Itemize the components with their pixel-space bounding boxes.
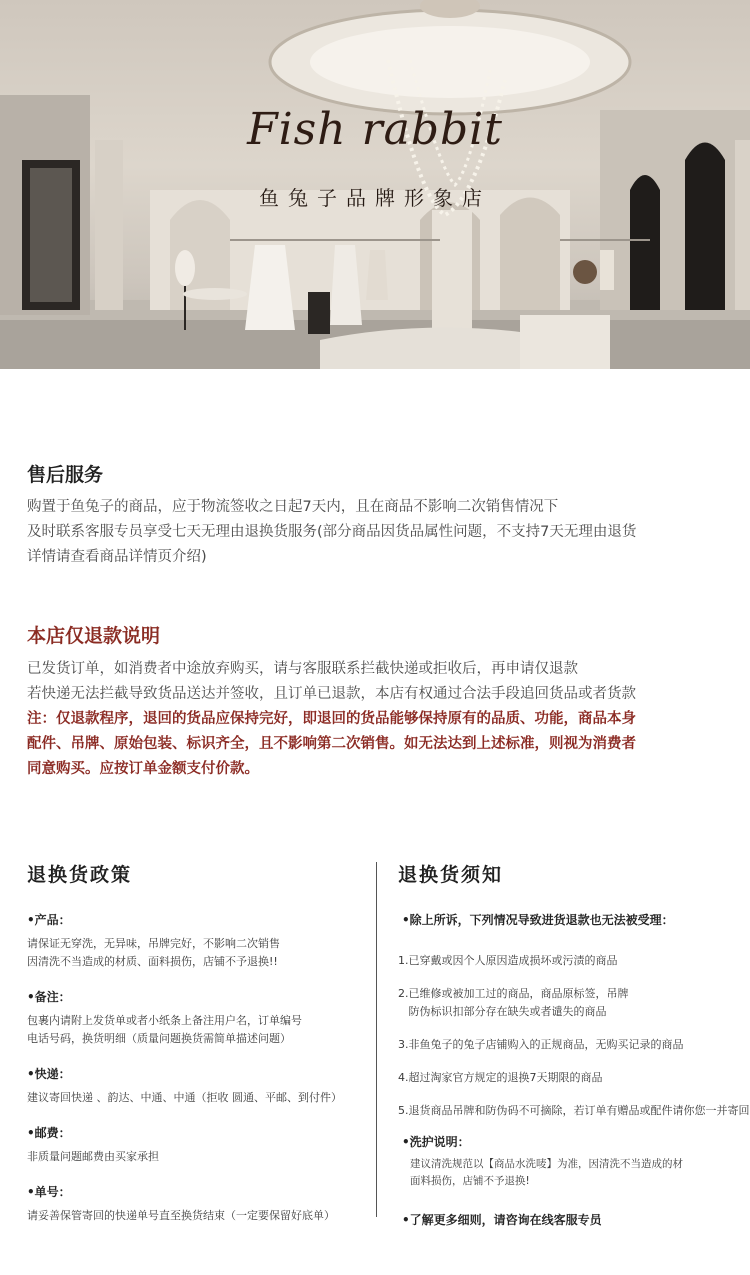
policy-item-head: •邮费： — [27, 1126, 71, 1140]
policy-item-line: 请保证无穿洗，无异味，吊牌完好，不影响二次销售 — [27, 937, 280, 950]
policy-item-tracking — [27, 1183, 362, 1225]
store-hero-image — [0, 0, 750, 369]
return-policy-title: 退换货政策 — [27, 864, 133, 886]
notice-item-line: 2.已维修或被加工过的商品，商品原标签，吊牌 — [398, 987, 629, 1000]
column-divider — [376, 862, 377, 1217]
care-instructions-head: •洗护说明： — [402, 1135, 470, 1149]
policy-item-line: 非质量问题邮费由买家承担 — [27, 1150, 159, 1163]
policy-item-head: •单号： — [27, 1185, 71, 1199]
refund-note-line: 注：仅退款程序，退回的货品应保持完好，即退回的货品能够保持原有的品质、功能，商品本身 — [27, 711, 636, 727]
refund-only-description — [27, 657, 727, 782]
policy-item-remark — [27, 988, 362, 1048]
policy-item-line: 建议寄回快递 、韵达、中通、中通（拒收 圆通、平邮、到付件） — [27, 1091, 342, 1104]
return-policy-column — [27, 860, 362, 1242]
notice-item — [398, 985, 743, 1021]
notice-item-line: 防伪标识扣部分存在缺失或者谴失的商品 — [398, 1005, 607, 1018]
policy-item-line: 因清洗不当造成的材质、面料损伤，店铺不予退换!! — [27, 955, 278, 968]
notice-item-line: 1.已穿戴或因个人原因造成损坏或污渍的商品 — [398, 954, 618, 967]
notice-item-line: 3.非鱼兔子的兔子店铺购入的正规商品，无购买记录的商品 — [398, 1038, 684, 1051]
refund-note-line: 同意购买。应按订单金额支付价款。 — [27, 761, 259, 777]
after-sale-line: 购置于鱼兔子的商品，应于物流签收之日起7天内，且在商品不影响二次销售情况下 — [27, 499, 559, 515]
return-notice-column — [398, 860, 750, 1228]
policy-item-line: 电话号码，换货明细（质量问题换货需简单描述问题） — [27, 1032, 291, 1045]
refund-only-title: 本店仅退款说明 — [27, 625, 161, 647]
notice-intro: •除上所诉，下列情况导致进货退款也无法被受理： — [402, 913, 674, 927]
policy-item-head: •快递： — [27, 1067, 71, 1081]
notice-item — [398, 1102, 750, 1120]
notice-item — [398, 1069, 743, 1087]
refund-line: 已发货订单，如消费者中途放弃购买，请与客服联系拦截快递或拒收后，再申请仅退款 — [27, 661, 578, 677]
policy-item-head: •产品： — [27, 913, 71, 927]
notice-item — [398, 1036, 743, 1054]
notice-item — [398, 952, 743, 970]
brand-logo-text: Fish rabbit — [247, 104, 503, 155]
policy-item-postage — [27, 1124, 362, 1166]
policy-item-line: 请妥善保管寄回的快递单号直至换货结束（一定要保留好底单） — [27, 1209, 335, 1222]
policy-item-product — [27, 911, 362, 971]
notice-footer: •了解更多细则，请咨询在线客服专员 — [402, 1213, 602, 1227]
care-instructions-line: 面料损伤，店铺不予退换! — [410, 1175, 530, 1187]
policy-item-line: 包裹内请附上发货单或者小纸条上备注用户名，订单编号 — [27, 1014, 302, 1027]
policy-item-head: •备注： — [27, 990, 71, 1004]
after-sale-description — [27, 495, 727, 570]
after-sale-line: 及时联系客服专员享受七天无理由退换货服务(部分商品因货品属性问题，不支持7天无理由退货 — [27, 524, 637, 540]
policy-item-express — [27, 1065, 362, 1107]
refund-line: 若快递无法拦截导致货品送达并签收，且订单已退款，本店有权通过合法手段追回货品或者货款 — [27, 686, 636, 702]
after-sale-title: 售后服务 — [27, 464, 104, 486]
care-instructions-line: 建议清洗规范以【商品水洗唛】为准，因清洗不当造成的材 — [410, 1158, 683, 1170]
refund-note-line: 配件、吊牌、原始包装、标识齐全，且不影响第二次销售。如无法达到上述标准，则视为消费者 — [27, 736, 636, 752]
notice-item-line: 5.退货商品吊牌和防伪码不可摘除，若订单有赠品或配件请你您一并寄回 — [398, 1104, 750, 1117]
after-sale-line: 详情请查看商品详情页介绍) — [27, 549, 207, 565]
return-notice-title: 退换货须知 — [398, 864, 504, 886]
notice-item-line: 4.超过淘家官方规定的退换7天期限的商品 — [398, 1071, 603, 1084]
store-subtitle: 鱼兔子品牌形象店 — [259, 186, 491, 210]
